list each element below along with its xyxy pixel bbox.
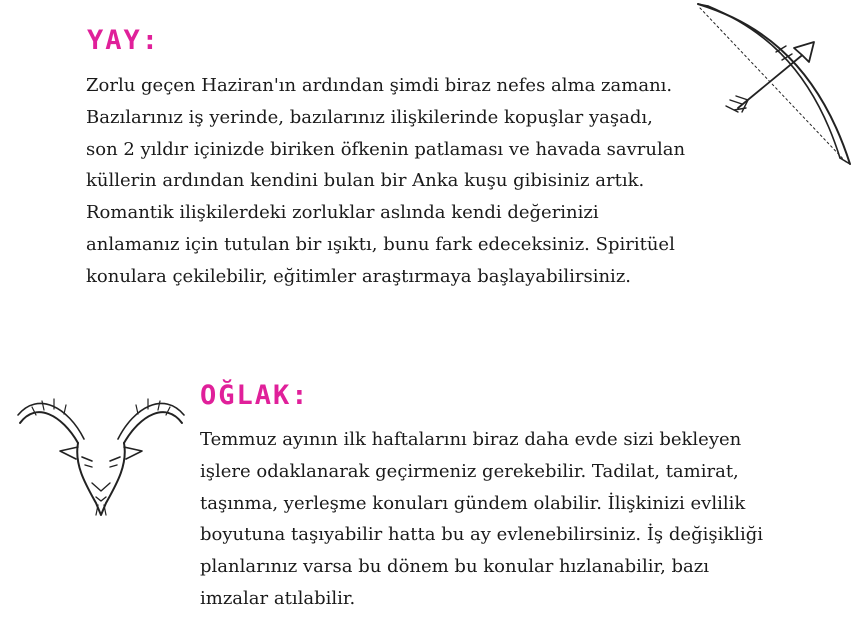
- paragraph-line: taşınma, yerleşme konuları gündem olabilir. İlişkinizi evlilik: [200, 492, 746, 514]
- paragraph-line: Temmuz ayının ilk haftalarını biraz daha evde sizi bekleyen: [200, 429, 742, 450]
- capricorn-goat-head-icon: [12, 385, 192, 520]
- paragraph-line: Romantik ilişkilerdeki zorluklar aslında kendi değerinizi: [86, 202, 599, 224]
- paragraph-line: imzalar atılabilir.: [200, 587, 356, 609]
- sagittarius-bow-arrow-icon: [690, 0, 864, 168]
- paragraph-line: Bazılarınız iş yerinde, bazılarınız ilişkilerinde kopuşlar yaşadı,: [86, 106, 653, 128]
- paragraph-yay: [86, 70, 685, 293]
- paragraph-line: anlamanız için tutulan bir ışıktı, bunu fark edeceksiniz. Spiritüel: [86, 233, 675, 255]
- paragraph-line: küllerin ardından kendini bulan bir Anka kuşu gibisiniz artık.: [86, 170, 645, 192]
- paragraph-line: işlere odaklanarak geçirmeniz gerekebilir. Tadilat, tamirat,: [200, 460, 739, 482]
- paragraph-line: boyutuna taşıyabilir hatta bu ay evlenebilirsiniz. İş değişikliği: [200, 524, 764, 546]
- paragraph-line: son 2 yıldır içinizde biriken öfkenin patlaması ve havada savrulan: [86, 138, 686, 160]
- paragraph-line: konulara çekilebilir, eğitimler araştırmaya başlayabilirsiniz.: [86, 265, 632, 287]
- heading-oglak: OĞLAK:: [200, 380, 310, 411]
- paragraph-line: Zorlu geçen Haziran'ın ardından şimdi biraz nefes alma zamanı.: [86, 75, 673, 96]
- paragraph-oglak: [200, 424, 763, 615]
- heading-yay: YAY:: [87, 25, 161, 56]
- paragraph-line: planlarınız varsa bu dönem bu konular hızlanabilir, bazı: [200, 556, 710, 578]
